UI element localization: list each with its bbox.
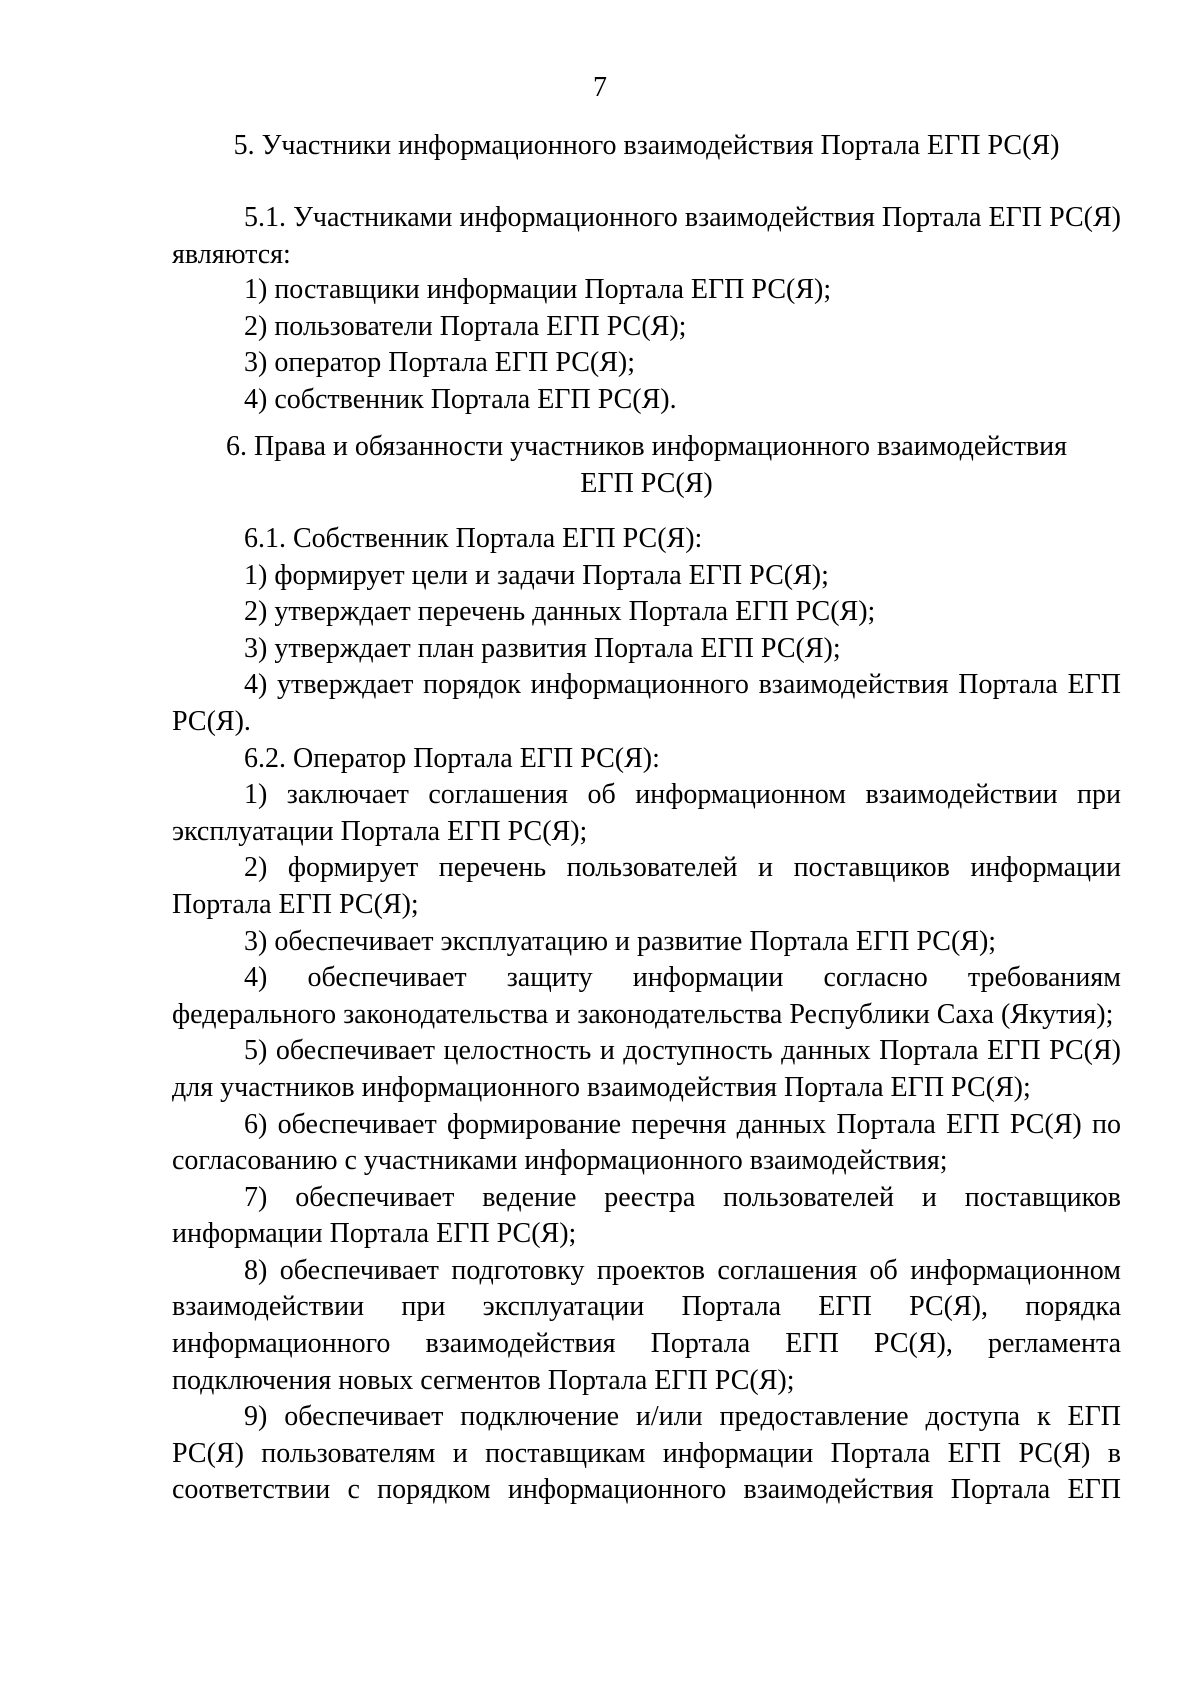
section-6-heading-line-1: 6. Права и обязанности участников информационного взаимодействия (225, 431, 1068, 462)
list-item: 7) обеспечивает ведение реестра пользователей и поставщиков информации Портала ЕГП РС(Я); (172, 1181, 1121, 1250)
list-item: 2) формирует перечень пользователей и поставщиков информации Портала ЕГП РС(Я); (172, 852, 1121, 920)
list-item: 4) утверждает порядок информационного взаимодействия Портала ЕГП РС(Я). (172, 669, 1121, 737)
list-item: 5) обеспечивает целостность и доступность данных Портала ЕГП РС(Я) для участников информационного взаимодействия Портала ЕГП РС(Я); (172, 1035, 1121, 1103)
paragraph-6-1: 6.1. Собственник Портала ЕГП РС(Я): (244, 523, 703, 554)
list-item: 3) утверждает план развития Портала ЕГП РС(Я); (244, 632, 841, 664)
list-item: 2) пользователи Портала ЕГП РС(Я); (244, 310, 687, 342)
list-item: 1) поставщики информации Портала ЕГП РС(Я); (244, 274, 832, 305)
list-item: 6) обеспечивает формирование перечня данных Портала ЕГП РС(Я) по согласованию с участниками информационного взаимодействия; (172, 1108, 1121, 1177)
paragraph-5-1: 5.1. Участниками информационного взаимодействия Портала ЕГП РС(Я) являются: (172, 202, 1121, 270)
section-6-body (172, 521, 1121, 1509)
list-item: 8) обеспечивает подготовку проектов соглашения об информационном взаимодействии при эксплуатации Портала ЕГП РС(Я), порядка информационного взаимодействия Портала ЕГП РС(Я), регламента подключения новых сегментов Портала ЕГП РС(Я); (172, 1254, 1121, 1396)
list-item: 4) собственник Портала ЕГП РС(Я). (244, 383, 677, 415)
section-6-heading-line-2: ЕГП РС(Я) (580, 467, 713, 499)
page-number: 7 (593, 72, 607, 103)
list-item: 4) обеспечивает защиту информации согласно требованиям федерального законодательства и законодательства Республики Саха (Якутия); (172, 962, 1121, 1030)
list-5-1 (172, 272, 1121, 418)
list-item: 2) утверждает перечень данных Портала ЕГП РС(Я); (244, 596, 876, 628)
list-item: 1) заключает соглашения об информационном взаимодействии при эксплуатации Портала ЕГП РС(Я); (172, 779, 1121, 847)
paragraph-6-2: 6.2. Оператор Портала ЕГП РС(Я): (244, 742, 660, 774)
list-item: 9) обеспечивает подключение и/или предоставление доступа к ЕГП РС(Я) пользователям и поставщикам информации Портала ЕГП РС(Я) в соответствии с порядком информационного взаимодействия Портала ЕГП (172, 1401, 1121, 1506)
list-item: 3) оператор Портала ЕГП РС(Я); (244, 347, 636, 379)
list-item: 3) обеспечивает эксплуатацию и развитие Портала ЕГП РС(Я); (244, 925, 997, 957)
section-6-heading (172, 429, 1121, 502)
section-5-heading: 5. Участники информационного взаимодействия Портала ЕГП РС(Я) (233, 130, 1060, 161)
list-item: 1) формирует цели и задачи Портала ЕГП РС(Я); (244, 559, 829, 591)
